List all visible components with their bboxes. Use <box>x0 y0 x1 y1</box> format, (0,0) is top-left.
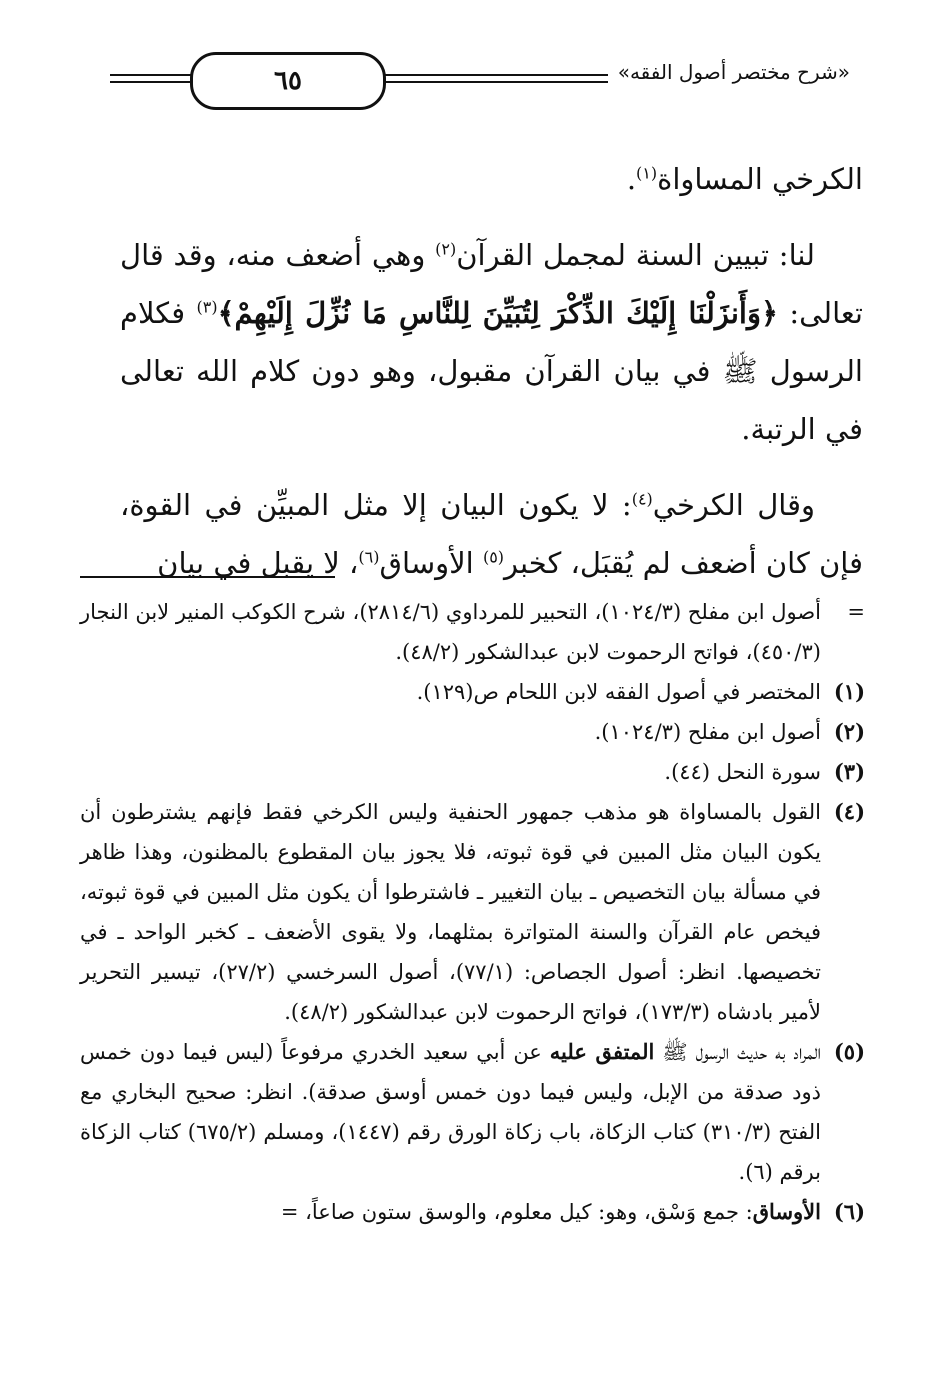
footnote-5-text-b: عن أبي سعيد الخدري مرفوعاً (ليس فيما دون خمس ذود صدقة من الإبل، وليس فيما دون خمس أوسق صدقة). انظر: صحيح البخاري مع الفتح (٣١٠/٣) كتاب الزكاة، باب زكاة الورق رقم (١٤٤٧)، ومسلم (٦٧٥/٢) كتاب الزكاة برقم (٦). <box>80 1040 821 1184</box>
footnote-ref-6[interactable]: (٦) <box>358 547 380 567</box>
paragraph-3 <box>120 476 863 592</box>
footnote-1 <box>80 672 865 712</box>
footnote-3-label: (٣) <box>833 759 865 784</box>
running-title: «شرح مختصر أصول الفقه» <box>608 60 850 84</box>
footnote-continued <box>80 592 865 672</box>
footnote-ref-5[interactable]: (٥) <box>482 547 505 567</box>
footnote-1-label: (١) <box>833 679 865 704</box>
main-text <box>120 150 863 610</box>
p2-text-c: فكلام الرسول ﷺ في بيان القرآن مقبول، وهو دون كلام الله تعالى في الرتبة. <box>120 296 863 446</box>
footnote-6-text-rest: : جمع وَسْق، وهو: كيل معلوم، والوسق ستون صاعاً، = <box>280 1200 753 1224</box>
p1-tail: . <box>626 162 637 196</box>
footnote-ref-4[interactable]: (٤) <box>631 489 653 509</box>
footnote-3-text: سورة النحل (٤٤). <box>664 760 821 784</box>
p2-text-a: لنا: تبيين السنة لمجمل القرآن <box>456 238 815 272</box>
p3-text-c: الأوساق <box>379 546 483 580</box>
footnote-5 <box>80 1032 865 1192</box>
footnotes <box>80 592 865 1232</box>
footnote-separator <box>80 576 335 578</box>
footnote-2-text: أصول ابن مفلح (١٠٢٤/٣). <box>594 720 821 744</box>
p2-text-b: وهي أضعف منه، وقد قال تعالى: <box>120 238 863 330</box>
quran-verse: ﴿وَأَنزَلْنَا إِلَيْكَ الذِّكْرَ لِتُبَيِّنَ لِلنَّاسِ مَا نُزِّلَ إِلَيْهِمْ﴾ <box>217 296 778 330</box>
paragraph-2 <box>120 226 863 458</box>
footnote-6-bold: الأوساق <box>752 1199 821 1224</box>
footnote-5-text-a: المراد به حديث الرسول ﷺ <box>654 1040 821 1064</box>
paragraph-1 <box>120 150 863 208</box>
footnote-ref-3[interactable]: (٣) <box>196 297 218 317</box>
footnote-5-text <box>80 1032 821 1192</box>
footnote-6-text <box>80 1192 821 1232</box>
footnote-ref-1[interactable]: (١) <box>636 163 658 183</box>
footnote-continued-mark: = <box>847 600 865 624</box>
footnote-continued-text: أصول ابن مفلح (١٠٢٤/٣)، التحبير للمرداوي (٢٨١٤/٦)، شرح الكوكب المنير لابن النجار (٤٥٠/٣)، فواتح الرحموت لابن عبدالشكور (٤٨/٢). <box>80 600 821 664</box>
footnote-ref-2[interactable]: (٢) <box>435 239 457 259</box>
p3-text-d: ، لا يقبل في بيان <box>157 546 359 580</box>
footnote-5-bold: المتفق عليه <box>549 1039 655 1064</box>
footnote-2 <box>80 712 865 752</box>
footnote-5-label: (٥) <box>833 1039 865 1064</box>
page-number: ٦٥ <box>190 52 386 110</box>
p3-text-b: : لا يكون البيان إلا مثل المبيِّن في القوة، فإن كان أضعف لم يُقبَل، كخبر <box>120 488 863 580</box>
footnote-6 <box>80 1192 865 1232</box>
footnote-3 <box>80 752 865 792</box>
p3-text-a: وقال الكرخي <box>652 488 815 522</box>
footnote-2-label: (٢) <box>833 719 865 744</box>
footnote-4 <box>80 792 865 1032</box>
p1-text: الكرخي المساواة <box>657 162 863 196</box>
page-header <box>110 52 850 112</box>
footnote-1-text: المختصر في أصول الفقه لابن اللحام ص(١٢٩). <box>416 680 821 704</box>
footnote-4-text: القول بالمساواة هو مذهب جمهور الحنفية وليس الكرخي فقط فإنهم يشترطون أن يكون البيان مثل المبين في قوة ثبوته، فلا يجوز بيان المقطوع بالمظنون، وهذا ظاهر في مسألة بيان التخصيص ـ بيان التغيير ـ فاشترطوا أن يكون مثل المبين في قوة ثبوته، فيخص عام القرآن والسنة المتواترة بمثلهما، ولا يقوى الأضعف ـ كخبر الواحد ـ في تخصيصها. انظر: أصول الجصاص: (٧٧/١)، أصول السرخسي (٢٧/٢)، تيسير التحرير لأمير بادشاه (١٧٣/٣)، فواتح الرحموت لابن عبدالشكور (٤٨/٢). <box>80 800 821 1024</box>
footnote-4-label: (٤) <box>833 799 865 824</box>
footnote-6-label: (٦) <box>833 1199 865 1224</box>
